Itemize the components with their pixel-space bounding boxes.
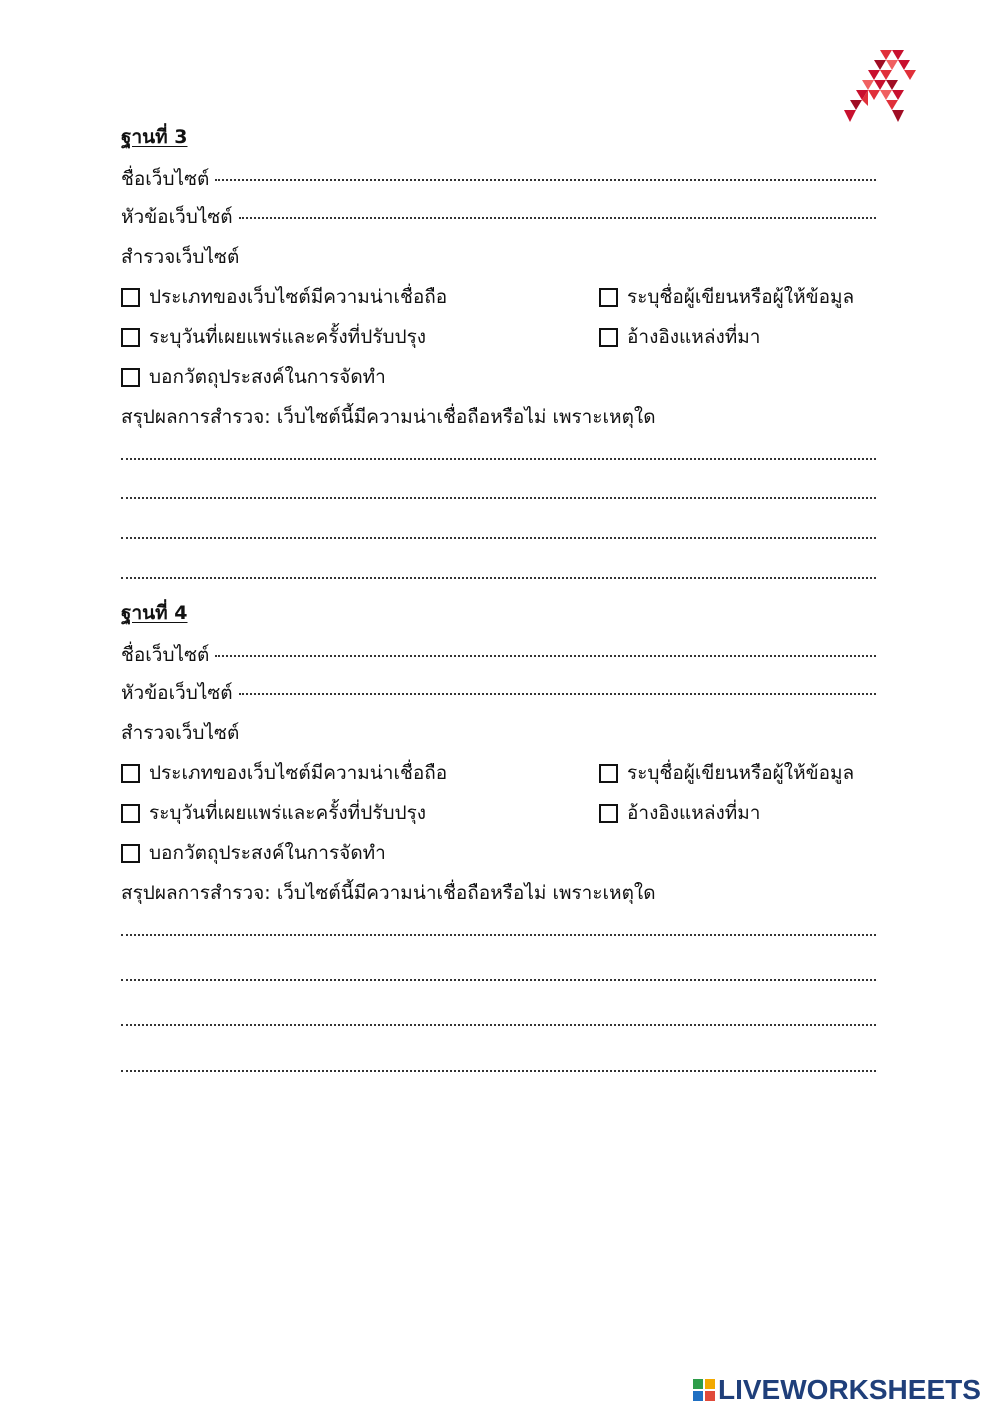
answer-line[interactable] [121, 979, 876, 981]
checkbox-label: ประเภทของเว็บไซต์มีความน่าเชื่อถือ [149, 286, 448, 308]
checkbox-square-icon[interactable] [121, 844, 140, 863]
answer-line[interactable] [121, 497, 876, 499]
checkbox-site-type[interactable] [121, 760, 447, 786]
checkbox-label: อ้างอิงแหล่งที่มา [627, 802, 761, 824]
survey-label: สำรวจเว็บไซต์ [121, 722, 240, 744]
site-topic-label: หัวข้อเว็บไซต์ [121, 682, 233, 704]
answer-line[interactable] [121, 934, 876, 936]
site-topic-field[interactable] [121, 204, 876, 230]
checkbox-author[interactable] [599, 760, 854, 786]
station-title: ฐานที่ 3 [121, 126, 188, 148]
checkbox-square-icon[interactable] [599, 328, 618, 347]
site-name-field[interactable] [121, 166, 876, 192]
checkbox-label: ระบุชื่อผู้เขียนหรือผู้ให้ข้อมูล [627, 286, 855, 308]
liveworksheets-watermark [693, 1374, 981, 1406]
answer-line[interactable] [121, 1024, 876, 1026]
checkbox-square-icon[interactable] [121, 368, 140, 387]
checkbox-label: ระบุวันที่เผยแพร่และครั้งที่ปรับปรุง [149, 802, 427, 824]
liveworksheets-logo-icon [693, 1379, 715, 1401]
checkbox-publish-date[interactable] [121, 324, 426, 350]
answer-line[interactable] [121, 458, 876, 460]
site-name-input-line[interactable] [215, 655, 876, 657]
site-name-label: ชื่อเว็บไซต์ [121, 644, 210, 666]
checkbox-publish-date[interactable] [121, 800, 426, 826]
answer-line[interactable] [121, 577, 876, 579]
checkbox-purpose[interactable] [121, 364, 386, 390]
checkbox-label: ระบุชื่อผู้เขียนหรือผู้ให้ข้อมูล [627, 762, 855, 784]
site-topic-field[interactable] [121, 680, 876, 706]
checkbox-square-icon[interactable] [599, 764, 618, 783]
checkbox-label: ประเภทของเว็บไซต์มีความน่าเชื่อถือ [149, 762, 448, 784]
checkbox-author[interactable] [599, 284, 854, 310]
site-name-field[interactable] [121, 642, 876, 668]
survey-label: สำรวจเว็บไซต์ [121, 246, 240, 268]
answer-line[interactable] [121, 1070, 876, 1072]
checkbox-source[interactable] [599, 800, 760, 826]
watermark-text: LIVEWORKSHEETS [718, 1374, 981, 1405]
checkbox-square-icon[interactable] [599, 288, 618, 307]
checkbox-label: ระบุวันที่เผยแพร่และครั้งที่ปรับปรุง [149, 326, 427, 348]
site-name-label: ชื่อเว็บไซต์ [121, 168, 210, 190]
checkbox-site-type[interactable] [121, 284, 447, 310]
site-topic-input-line[interactable] [239, 693, 876, 695]
summary-prompt: สรุปผลการสำรวจ: เว็บไซต์นี้มีความน่าเชื่อถือหรือไม่ เพราะเหตุใด [121, 882, 656, 904]
checkbox-source[interactable] [599, 324, 760, 350]
site-name-input-line[interactable] [215, 179, 876, 181]
answer-line[interactable] [121, 537, 876, 539]
brand-logo-icon [840, 50, 920, 126]
checkbox-purpose[interactable] [121, 840, 386, 866]
checkbox-square-icon[interactable] [121, 804, 140, 823]
summary-prompt: สรุปผลการสำรวจ: เว็บไซต์นี้มีความน่าเชื่อถือหรือไม่ เพราะเหตุใด [121, 406, 656, 428]
checkbox-square-icon[interactable] [121, 328, 140, 347]
site-topic-label: หัวข้อเว็บไซต์ [121, 206, 233, 228]
checkbox-label: บอกวัตถุประสงค์ในการจัดทำ [149, 366, 386, 388]
checkbox-square-icon[interactable] [599, 804, 618, 823]
checkbox-label: บอกวัตถุประสงค์ในการจัดทำ [149, 842, 386, 864]
checkbox-square-icon[interactable] [121, 288, 140, 307]
station-title: ฐานที่ 4 [121, 602, 188, 624]
site-topic-input-line[interactable] [239, 217, 876, 219]
checkbox-square-icon[interactable] [121, 764, 140, 783]
checkbox-label: อ้างอิงแหล่งที่มา [627, 326, 761, 348]
